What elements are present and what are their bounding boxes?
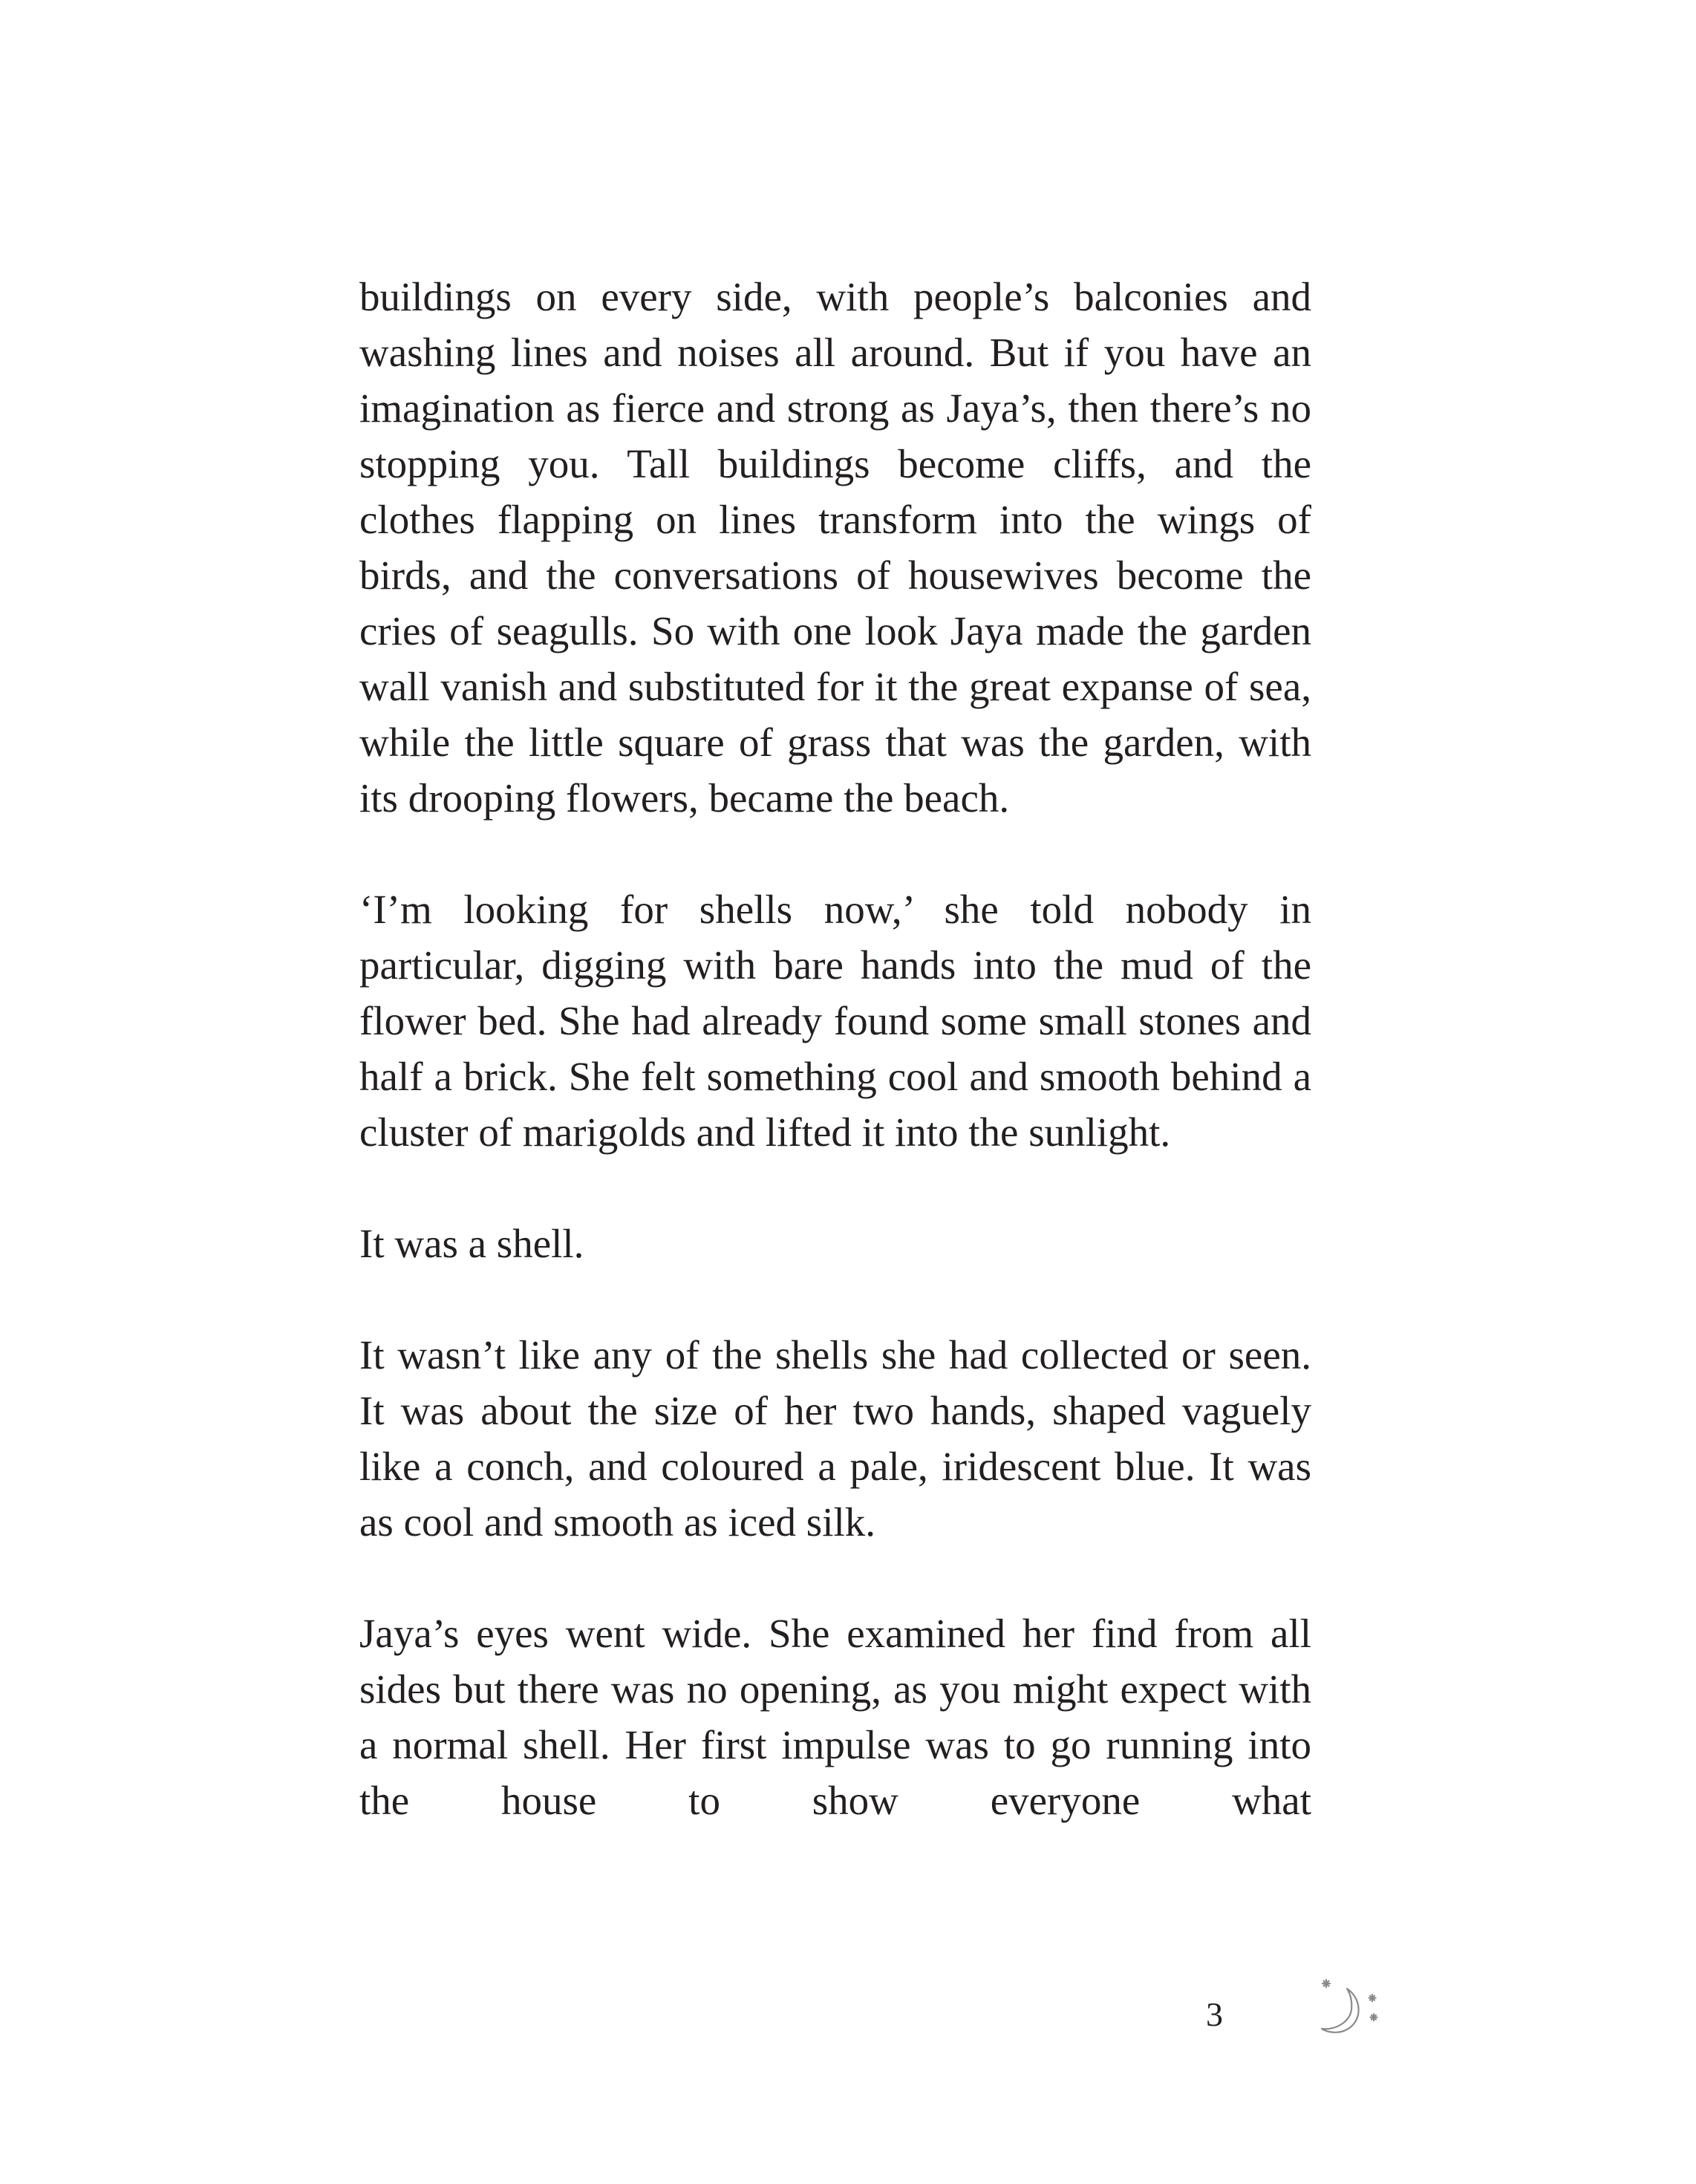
page-number: 3 [1206, 1995, 1223, 2033]
paragraph-4: It wasn’t like any of the shells she had collected or seen. It was about the size of her two hands, shaped vaguely like a conch, and coloured a pale, iridescent blue. It was as cool and smooth as iced silk. [359, 1332, 1311, 1545]
crescent-moon-stars-icon [1311, 1966, 1393, 2048]
paragraph-2: ‘I’m looking for shells now,’ she told nobody in particular, digging with bare hands into the mud of the flower bed. She had already found some small stones and half a brick. She felt something cool and smooth behind a cluster of marigolds and lifted it into the sunlight. [359, 887, 1311, 1155]
paragraph-5: Jaya’s eyes went wide. She examined her find from all sides but there was no opening, as you might expect with a normal shell. Her first impulse was to go running into the house to show everyone what [359, 1611, 1311, 1823]
body-text [359, 269, 1311, 1828]
paragraph-1: buildings on every side, with people’s balconies and washing lines and noises all around. But if you have an imagination as fierce and strong as Jaya’s, then there’s no stopping you. Tall buildings become cliffs, and the clothes flapping on lines transform into the wings of birds, and the conversations of housewives become the cries of seagulls. So with one look Jaya made the garden wall vanish and substituted for it the great expanse of sea, while the little square of grass that was the garden, with its drooping flowers, became the beach. [359, 274, 1311, 821]
paragraph-3: It was a shell. [359, 1221, 584, 1266]
